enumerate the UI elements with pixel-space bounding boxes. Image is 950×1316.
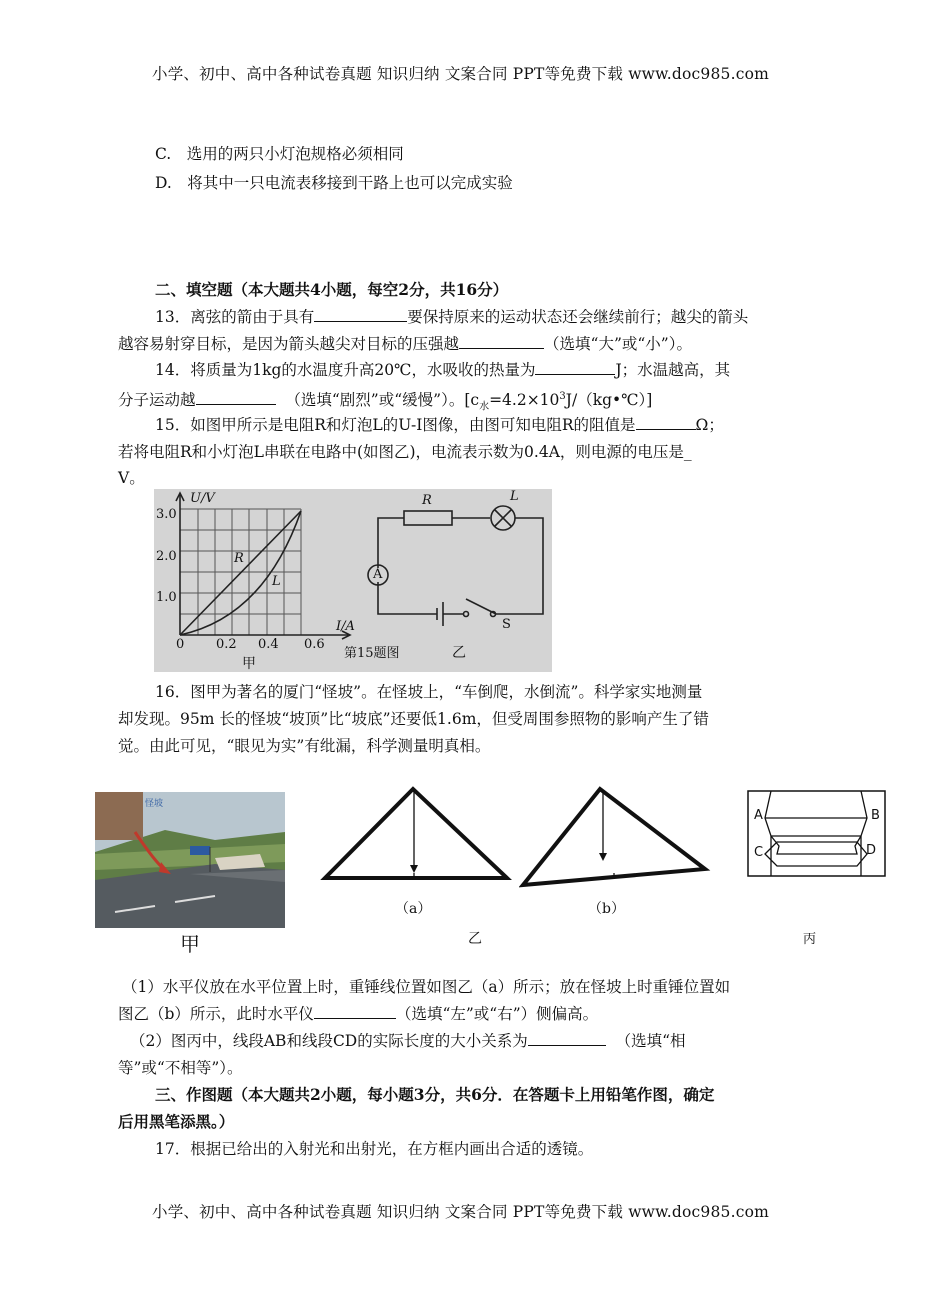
fig15-label-jia: 甲 [242,656,256,672]
fig15-ylabel: U/V [190,491,215,506]
fig15-xlabel: I/A [336,619,355,634]
q14-text-a: 14．将质量为1kg的水温度升高20℃，水吸收的热量为 [155,361,536,379]
fig16-label-jia: 甲 [180,932,200,956]
q16-sub2-line1 [130,1030,686,1052]
q14-sub: 水 [479,401,490,413]
strange-slope-photo [95,792,285,928]
fig15-xtick-06: 0.6 [304,637,325,652]
q14-text-f: J/（kg•℃）] [565,391,653,410]
q13-blank-1 [314,306,407,322]
q13-text-a: 13．离弦的箭由于具有 [155,308,315,326]
q13-blank-2 [459,333,544,349]
photo-label: 怪坡 [145,799,164,809]
q15-blank-1 [636,414,696,430]
q14-sup: 3 [559,391,566,402]
q15-text-a: 15．如图甲所示是电阻R和灯泡L的U-I图像，由图可知电阻R的阻值是 [155,416,636,434]
q16-sub1-text-a: 图乙（b）所示，此时水平仪 [118,1005,314,1023]
fig15-xtick-0: 0 [176,637,185,652]
q14-text-e: =4.2×10 [489,391,560,410]
section3-line1: 三、作图题（本大题共2小题，每小题3分，共6分．在答题卡上用铅笔作图，确定 [155,1085,715,1104]
q13-text-c: 越容易射穿目标，是因为箭头越尖对目标的压强越 [118,335,460,353]
figure-15 [154,489,552,672]
q14-blank-2 [196,389,276,405]
fig15-circuit-a: A [373,567,383,582]
fig15-circuit-l: L [510,489,519,504]
q14-blank-1 [535,359,615,375]
q16-blank-2 [528,1030,606,1046]
fig16-label-b: （b） [588,901,625,917]
fig15-ytick-1: 1.0 [156,590,177,605]
ui-graph-axes [176,493,350,639]
section2-title: 二、填空题（本大题共4小题，每空2分，共16分） [155,280,509,299]
q15-line3: V。 [118,469,145,487]
q14-text-b: J；水温越高，其 [615,361,731,379]
fig16-label-bing: 丙 [803,932,817,947]
option-c: C. 选用的两只小灯泡规格必须相同 [155,145,404,163]
q16-blank-1 [314,1003,396,1019]
q14-text-d: （选填“剧烈”或“缓慢”）。[c [285,391,480,410]
fig16-label-yi: 乙 [468,931,482,947]
option-d: D. 将其中一只电流表移接到干路上也可以完成实验 [155,174,513,192]
q16-line2: 却发现。95m 长的怪坡“坡顶”比“坡底”还要低1.6m，但受周围参照物的影响产生了错 [118,710,709,728]
ui-circuit [368,506,543,626]
fig16-label-a: （a） [395,901,432,917]
q16-sub1-text-b: （选填“左”或“右”）侧偏高。 [395,1005,599,1023]
q15-line2: 若将电阻R和小灯泡L串联在电路中(如图乙)，电流表示数为0.4A，则电源的电压是_ [118,443,692,461]
fig15-caption: 第15题图 [344,646,400,661]
q14-text-c: 分子运动越 [118,391,196,410]
fig15-ytick-2: 2.0 [156,549,177,564]
q15-text-b: Ω； [695,416,724,434]
fig15-circuit-r: R [422,493,432,508]
q16-sub2-text-a: （2）图丙中，线段AB和线段CD的实际长度的大小关系为 [130,1032,528,1050]
illusion-diagram [747,790,887,878]
point-c-label: C [754,845,764,860]
q13-line1 [155,306,748,328]
q13-text-d: （选填“大”或“小”）。 [544,335,692,353]
level-diagram-a [320,785,512,881]
fig15-curve-r-label: R [234,551,244,566]
level-diagram-b [519,785,711,889]
q17-text: 17．根据已给出的入射光和出射光，在方框内画出合适的透镜。 [155,1140,594,1158]
fig15-xtick-02: 0.2 [216,637,237,652]
point-b-label: B [871,808,880,823]
q16-sub2-text-b: （选填“相 [615,1032,686,1050]
q16-sub1-line1: （1）水平仪放在水平位置上时，重锤线位置如图乙（a）所示；放在怪坡上时重锤位置如 [122,978,731,996]
point-a-label: A [754,808,763,823]
fig15-circuit-s: S [502,617,511,632]
q16-sub2-line2: 等”或“不相等”）。 [118,1059,243,1077]
fig15-curve-l-label: L [272,574,281,589]
page-footer: 小学、初中、高中各种试卷真题 知识归纳 文案合同 PPT等免费下载 www.doc985.com [152,1203,770,1221]
point-d-label: D [866,843,877,858]
q13-line2 [118,333,692,355]
fig15-label-yi: 乙 [452,645,466,661]
strange-slope-photo-svg [95,792,285,928]
q14-line1 [155,359,730,381]
fig15-ytick-3: 3.0 [156,507,177,522]
q13-text-b: 要保持原来的运动状态还会继续前行；越尖的箭头 [407,308,749,326]
q15-line1 [155,414,724,436]
q16-line1: 16．图甲为著名的厦门“怪坡”。在怪坡上，“车倒爬，水倒流”。科学家实地测量 [155,683,703,701]
page-header: 小学、初中、高中各种试卷真题 知识归纳 文案合同 PPT等免费下载 www.doc985.com [152,65,770,83]
q16-line3: 觉。由此可见，“眼见为实”有纰漏，科学测量明真相。 [118,737,491,755]
q16-sub1-line2 [118,1003,598,1025]
fig15-xtick-04: 0.4 [258,637,279,652]
section3-line2: 后用黑笔添黑。） [118,1112,235,1131]
